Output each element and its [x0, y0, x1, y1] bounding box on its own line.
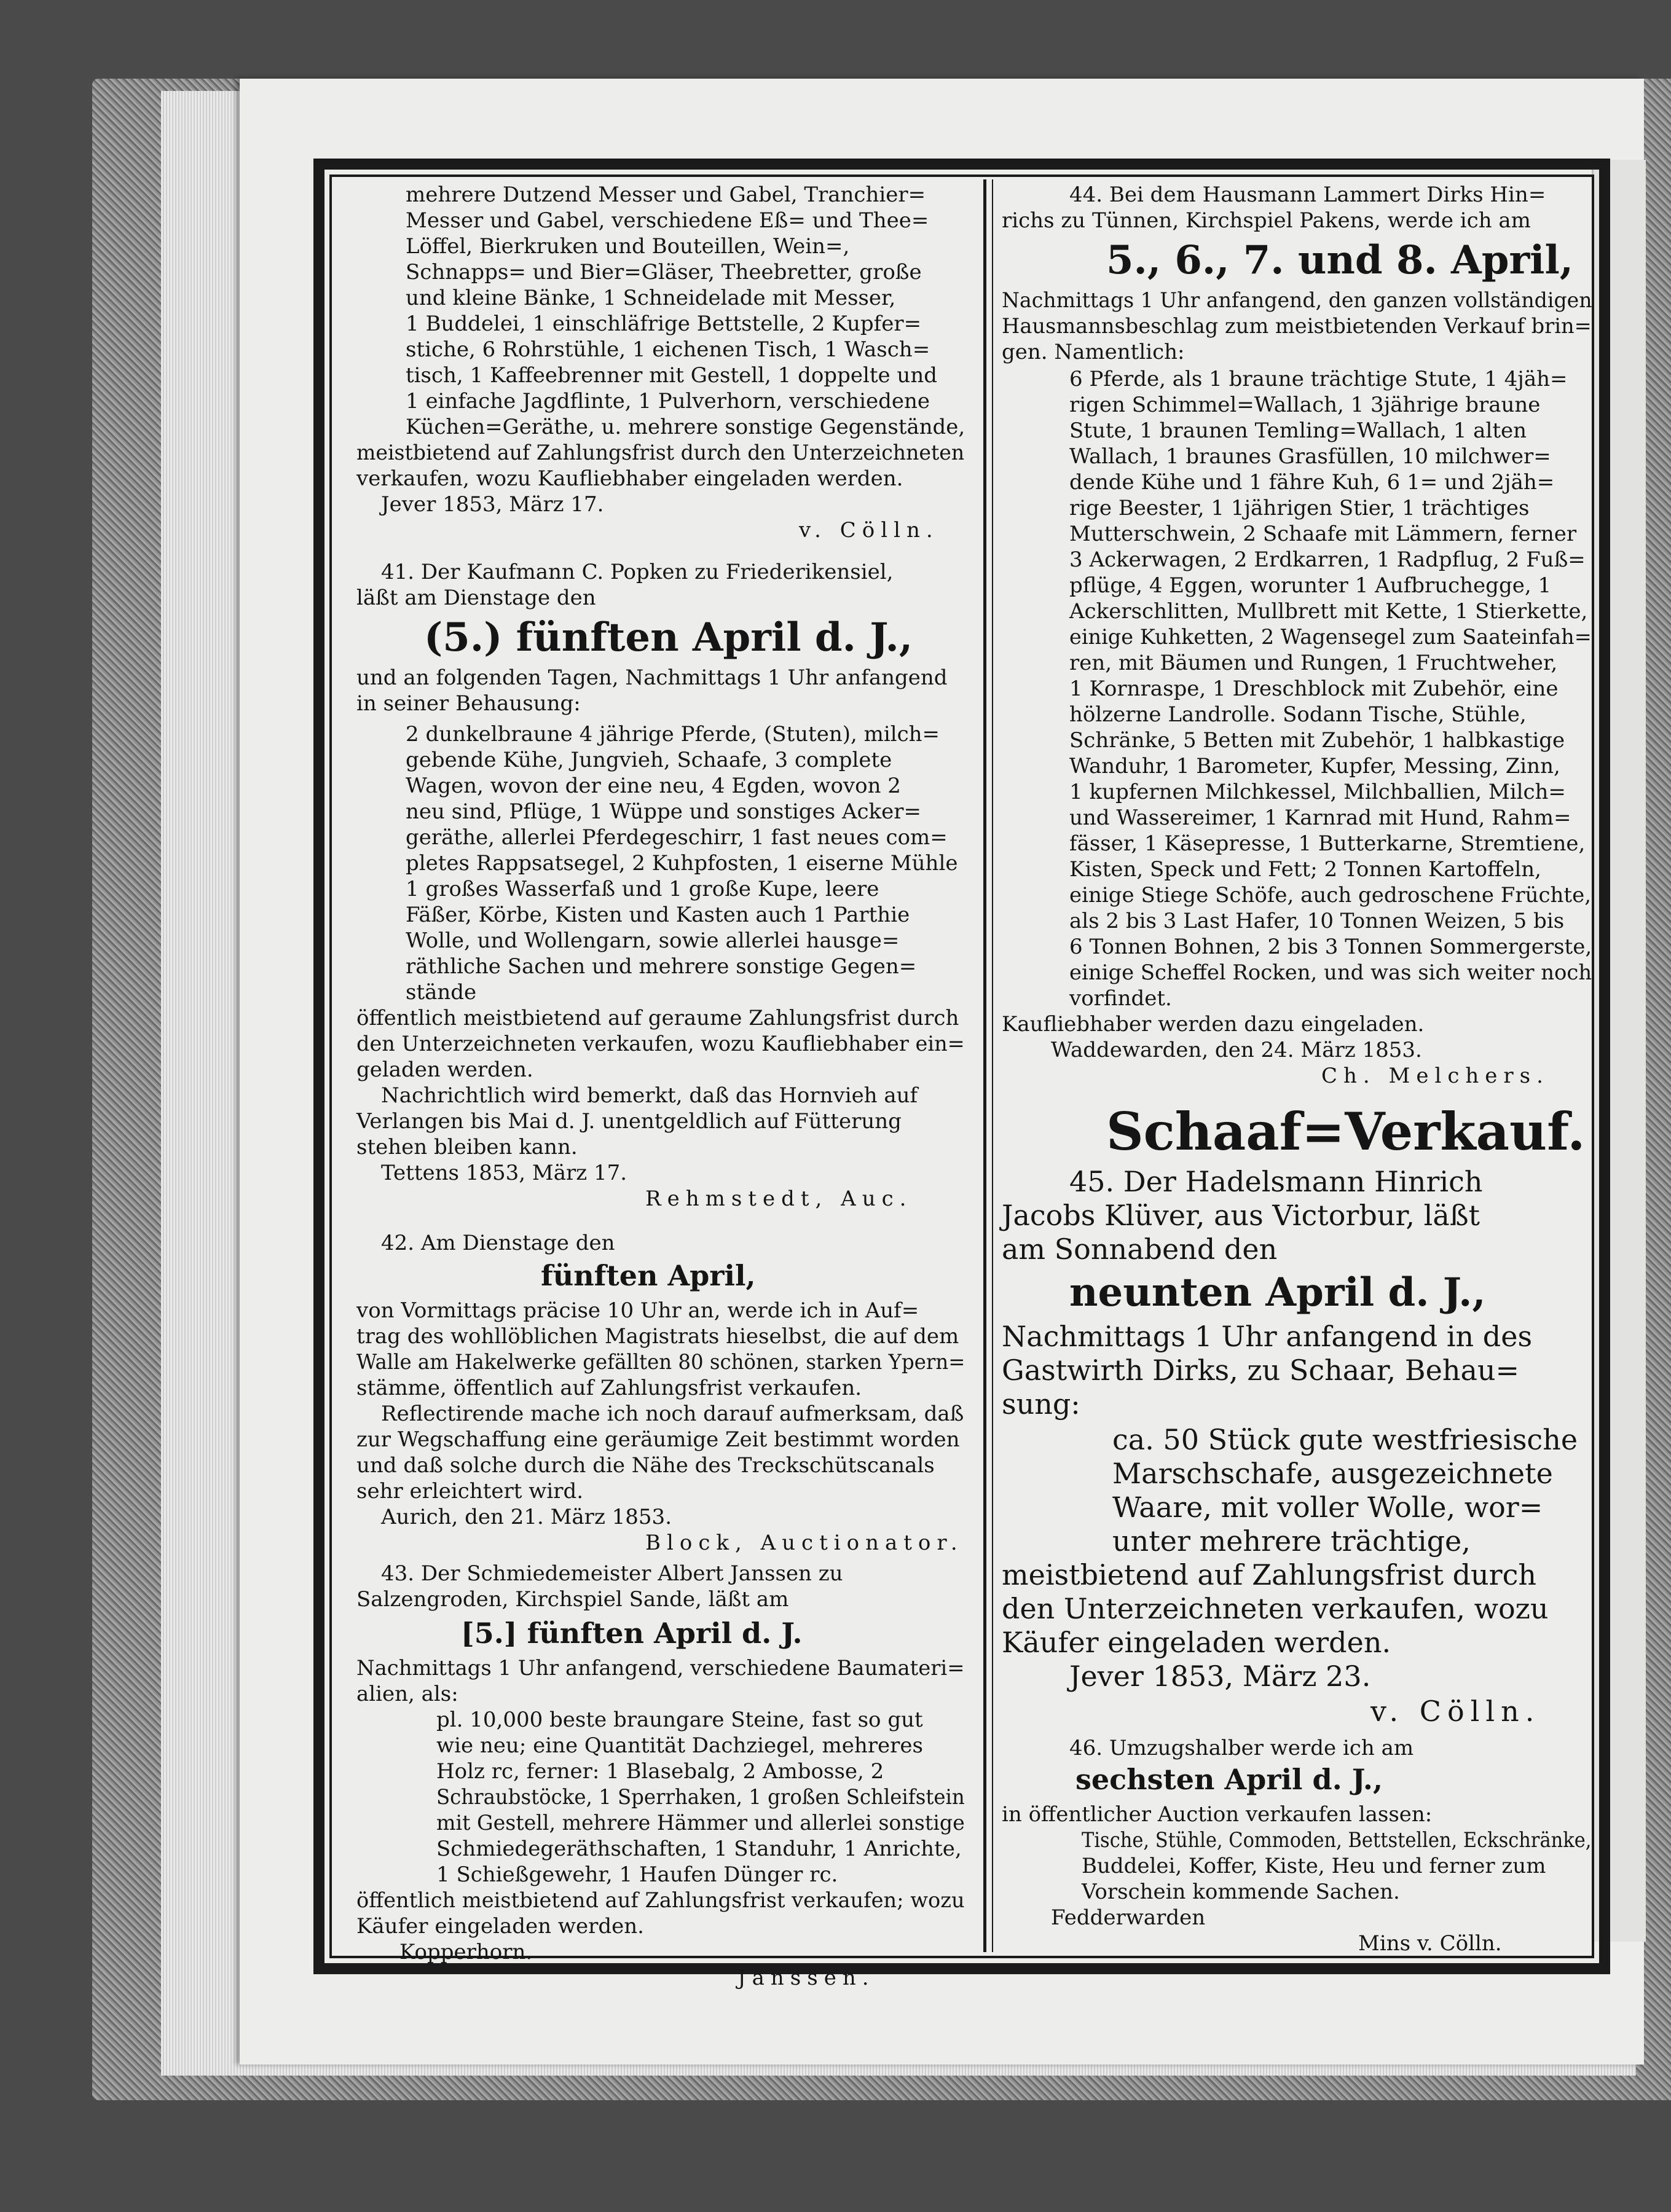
item-line: einige Stiege Schöfe, auch gedroschene Früchte, — [1069, 883, 1592, 908]
text-line: und daß solche durch die Nähe des Treckschütscanals — [356, 1453, 935, 1478]
text-line: Käufer eingeladen werden. — [1002, 1626, 1391, 1659]
text-line: Käufer eingeladen werden. — [356, 1914, 644, 1939]
text-line: und an folgenden Tagen, Nachmittags 1 Uhr anfangend — [356, 665, 948, 690]
text-line: stämme, öffentlich auf Zahlungsfrist verkaufen. — [356, 1376, 862, 1400]
place: Fedderwarden — [1051, 1905, 1206, 1930]
item-line: Buddelei, Koffer, Kiste, Heu und ferner zum — [1082, 1854, 1546, 1878]
item-line: unter mehrere trächtige, — [1112, 1524, 1471, 1558]
item-line: pletes Rappsatsegel, 2 Kuhpfosten, 1 eiserne Mühle — [406, 851, 958, 876]
item-line: 1 Schießgewehr, 1 Haufen Dünger rc. — [436, 1862, 838, 1887]
text-line: Nachmittags 1 Uhr anfangend, den ganzen vollständigen — [1002, 288, 1592, 313]
text-line: meistbietend auf Zahlungsfrist durch den Unterzeichneten — [356, 441, 965, 465]
signature: Block, Auctionator. — [645, 1531, 964, 1555]
item-line: geräthe, allerlei Pferdegeschirr, 1 fast neues com= — [406, 825, 948, 850]
text-line: in seiner Behausung: — [356, 691, 581, 716]
item-line: Schränke, 5 Betten mit Zubehör, 1 halbkastige — [1069, 728, 1565, 753]
text-line: öffentlich meistbietend auf geraume Zahlungsfrist durch — [356, 1006, 959, 1030]
text-line: den Unterzeichneten verkaufen, wozu Kaufliebhaber ein= — [356, 1032, 965, 1056]
item-line: rige Beester, 1 1jährigen Stier, 1 trächtiges — [1069, 496, 1530, 520]
column-divider — [983, 179, 986, 1952]
item-line: einige Scheffel Rocken, und was sich weiter noch — [1069, 960, 1592, 985]
text-line: alien, als: — [356, 1682, 458, 1706]
text-line: Schnapps= und Bier=Gläser, Theebretter, große — [406, 260, 922, 284]
signature: Ch. Melchers. — [1321, 1064, 1549, 1088]
item-line: Vorschein kommende Sachen. — [1082, 1880, 1400, 1904]
item-line: ca. 50 Stück gute westfriesische — [1112, 1423, 1578, 1456]
item-line: Holz rc, ferner: 1 Blasebalg, 2 Ambosse, 2 — [436, 1759, 884, 1784]
item-line: einige Kuhketten, 2 Wagensegel zum Saateinfah= — [1069, 625, 1592, 649]
item-line: Ackerschlitten, Mullbrett mit Kette, 1 Stierkette, — [1069, 599, 1588, 624]
text-line: Löffel, Bierkruken und Bouteillen, Wein=, — [406, 234, 850, 259]
item-line: als 2 bis 3 Last Hafer, 10 Tonnen Weizen, 5 bis — [1069, 909, 1565, 933]
item-line: und Wassereimer, 1 Karnrad mit Hund, Rahm= — [1069, 806, 1571, 830]
text-line: 45. Der Hadelsmann Hinrich — [1069, 1165, 1483, 1198]
item-line: 1 kupfernen Milchkessel, Milchballien, Milch= — [1069, 780, 1566, 804]
item-line: fässer, 1 Käsepresse, 1 Butterkarne, Stremtiene, — [1069, 831, 1586, 856]
item-line: räthliche Sachen und mehrere sonstige Gegen= — [406, 954, 917, 979]
text-line: 42. Am Dienstage den — [381, 1231, 615, 1255]
item-line: 3 Ackerwagen, 2 Erdkarren, 1 Radpflug, 2 Fuß= — [1069, 547, 1586, 572]
place-date: Aurich, den 21. März 1853. — [381, 1505, 672, 1529]
text-line: meistbietend auf Zahlungsfrist durch — [1002, 1558, 1537, 1591]
text-line: Walle am Hakelwerke gefällten 80 schönen, starken Ypern= — [356, 1350, 965, 1375]
item-line: 6 Pferde, als 1 braune trächtige Stute, 1 4jäh= — [1069, 367, 1568, 391]
text-line: öffentlich meistbietend auf Zahlungsfrist verkaufen; wozu — [356, 1888, 965, 1913]
date-heading: fünften April, — [541, 1259, 756, 1292]
text-line: 1 einfache Jagdflinte, 1 Pulverhorn, verschiedene — [406, 389, 930, 414]
text-line: geladen werden. — [356, 1057, 533, 1082]
text-line: Verlangen bis Mai d. J. unentgeldlich auf Fütterung — [356, 1109, 902, 1134]
item-line: Wagen, wovon der eine neu, 4 Egden, wovon 2 — [406, 774, 901, 798]
item-line: 1 großes Wasserfaß und 1 große Kupe, leere — [406, 877, 879, 901]
text-line: 43. Der Schmiedemeister Albert Janssen zu — [381, 1561, 843, 1586]
item-line: Marschschafe, ausgezeichnete — [1112, 1457, 1553, 1490]
date-heading: 5., 6., 7. und 8. April, — [1106, 237, 1574, 283]
text-line: 46. Umzugshalber werde ich am — [1069, 1736, 1414, 1760]
signature: v. Cölln. — [1370, 1695, 1541, 1728]
item-line: gebende Kühe, Jungvieh, Schaafe, 3 complete — [406, 748, 892, 772]
text-line: Nachrichtlich wird bemerkt, daß das Hornvieh auf — [381, 1083, 918, 1108]
text-line: läßt am Dienstage den — [356, 586, 596, 610]
item-line: Wallach, 1 braunes Grasfüllen, 10 milchwer= — [1069, 444, 1551, 469]
text-line: am Sonnabend den — [1002, 1233, 1278, 1266]
signature: Mins v. Cölln. — [1358, 1931, 1502, 1956]
date-heading: sechsten April d. J., — [1075, 1763, 1383, 1796]
item-line: Stute, 1 braunen Temling=Wallach, 1 alten — [1069, 418, 1527, 443]
item-line: hölzerne Landrolle. Sodann Tische, Stühle, — [1069, 702, 1527, 727]
text-line: Messer und Gabel, verschiedene Eß= und Thee= — [406, 208, 929, 233]
section-heading: Schaaf=Verkauf. — [1106, 1101, 1586, 1162]
item-line: Kisten, Speck und Fett; 2 Tonnen Kartoffeln, — [1069, 857, 1541, 882]
place: Kopperhorn. — [399, 1940, 533, 1964]
text-line: von Vormittags präcise 10 Uhr an, werde ich in Auf= — [356, 1298, 919, 1323]
text-line: stehen bleiben kann. — [356, 1135, 578, 1159]
signature: Rehmstedt, Auc. — [645, 1186, 913, 1211]
item-line: dende Kühe und 1 fähre Kuh, 6 1= und 2jäh= — [1069, 470, 1555, 495]
text-line: stiche, 6 Rohrstühle, 1 eichenen Tisch, 1 Wasch= — [406, 337, 930, 362]
text-line: zur Wegschaffung eine geräumige Zeit bestimmt worden — [356, 1427, 960, 1452]
item-line: Wanduhr, 1 Barometer, Kupfer, Messing, Zinn, — [1069, 754, 1560, 779]
place-date: Tettens 1853, März 17. — [381, 1161, 627, 1185]
text-line: Nachmittags 1 Uhr anfangend, verschiedene Baumateri= — [356, 1656, 965, 1681]
item-line: wie neu; eine Quantität Dachziegel, mehreres — [436, 1733, 923, 1758]
item-line: rigen Schimmel=Wallach, 1 3jährige braune — [1069, 393, 1541, 417]
text-line: Reflectirende mache ich noch darauf aufmerksam, daß — [381, 1402, 964, 1426]
item-line: Schmiedegeräthschaften, 1 Standuhr, 1 Anrichte, — [436, 1837, 962, 1861]
item-line: Fäßer, Körbe, Kisten und Kasten auch 1 Parthie — [406, 903, 910, 927]
item-line: 2 dunkelbraune 4 jährige Pferde, (Stuten), milch= — [406, 722, 940, 747]
text-line: mehrere Dutzend Messer und Gabel, Tranchier= — [406, 182, 926, 207]
item-line: Wolle, und Wollengarn, sowie allerlei hausge= — [406, 928, 900, 953]
item-line: Mutterschwein, 2 Schaafe mit Lämmern, ferner — [1069, 522, 1577, 546]
text-line: Küchen=Geräthe, u. mehrere sonstige Gegenstände, — [406, 415, 965, 439]
text-line: 1 Buddelei, 1 einschläfrige Bettstelle, 2 Kupfer= — [406, 312, 922, 336]
text-line: 41. Der Kaufmann C. Popken zu Friederikensiel, — [381, 560, 894, 584]
text-line: Jacobs Klüver, aus Victorbur, läßt — [1002, 1199, 1480, 1232]
text-line: Gastwirth Dirks, zu Schaar, Behau= — [1002, 1354, 1520, 1387]
item-line: pl. 10,000 beste braungare Steine, fast so gut — [436, 1708, 923, 1732]
text-line: trag des wohllöblichen Magistrats hieselbst, die auf dem — [356, 1324, 959, 1349]
place-date: Jever 1853, März 23. — [1069, 1660, 1371, 1693]
text-line: richs zu Tünnen, Kirchspiel Pakens, werde ich am — [1002, 208, 1531, 233]
text-line: in öffentlicher Auction verkaufen lassen: — [1002, 1802, 1433, 1827]
item-line: vorfindet. — [1069, 986, 1172, 1011]
date-heading: [5.] fünften April d. J. — [461, 1617, 803, 1650]
text-line: Salzengroden, Kirchspiel Sande, läßt am — [356, 1587, 789, 1612]
text-line: gen. Namentlich: — [1002, 340, 1185, 364]
item-line: stände — [406, 980, 477, 1005]
item-line: ren, mit Bäumen und Rungen, 1 Fruchtweher, — [1069, 651, 1558, 675]
place-date: Jever 1853, März 17. — [381, 492, 604, 517]
text-line: 44. Bei dem Hausmann Lammert Dirks Hin= — [1069, 182, 1546, 207]
text-line: verkaufen, wozu Kaufliebhaber eingeladen werden. — [356, 466, 903, 491]
text-line: und kleine Bänke, 1 Schneidelade mit Messer, — [406, 286, 896, 310]
signature: Janssen. — [737, 1966, 875, 1990]
item-line: 6 Tonnen Bohnen, 2 bis 3 Tonnen Sommergerste, — [1069, 935, 1592, 959]
signature: v. Cölln. — [799, 518, 939, 543]
text-line: tisch, 1 Kaffeebrenner mit Gestell, 1 doppelte und — [406, 363, 937, 388]
item-line: mit Gestell, mehrere Hämmer und allerlei sonstige — [436, 1811, 965, 1835]
date-heading: neunten April d. J., — [1069, 1269, 1486, 1316]
item-line: Waare, mit voller Wolle, wor= — [1112, 1491, 1543, 1524]
text-line: den Unterzeichneten verkaufen, wozu — [1002, 1592, 1549, 1625]
place-date: Waddewarden, den 24. März 1853. — [1051, 1038, 1422, 1062]
item-line: Tische, Stühle, Commoden, Bettstellen, Eckschränke, — [1082, 1828, 1592, 1853]
item-line: neu sind, Pflüge, 1 Wüppe und sonstiges Acker= — [406, 799, 922, 824]
item-line: pflüge, 4 Eggen, worunter 1 Aufbruchegge, 1 — [1069, 573, 1552, 598]
item-line: Schraubstöcke, 1 Sperrhaken, 1 großen Schleifstein — [436, 1785, 965, 1810]
text-line: sung: — [1002, 1387, 1080, 1421]
text-line: Hausmannsbeschlag zum meistbietenden Verkauf brin= — [1002, 314, 1592, 339]
item-line: 1 Kornraspe, 1 Dreschblock mit Zubehör, eine — [1069, 677, 1559, 701]
date-heading: (5.) fünften April d. J., — [424, 614, 913, 661]
text-line: Nachmittags 1 Uhr anfangend in des — [1002, 1320, 1533, 1353]
column-divider-thin — [992, 179, 993, 1952]
text-line: Kaufliebhaber werden dazu eingeladen. — [1002, 1012, 1425, 1037]
text-line: sehr erleichtert wird. — [356, 1479, 584, 1504]
